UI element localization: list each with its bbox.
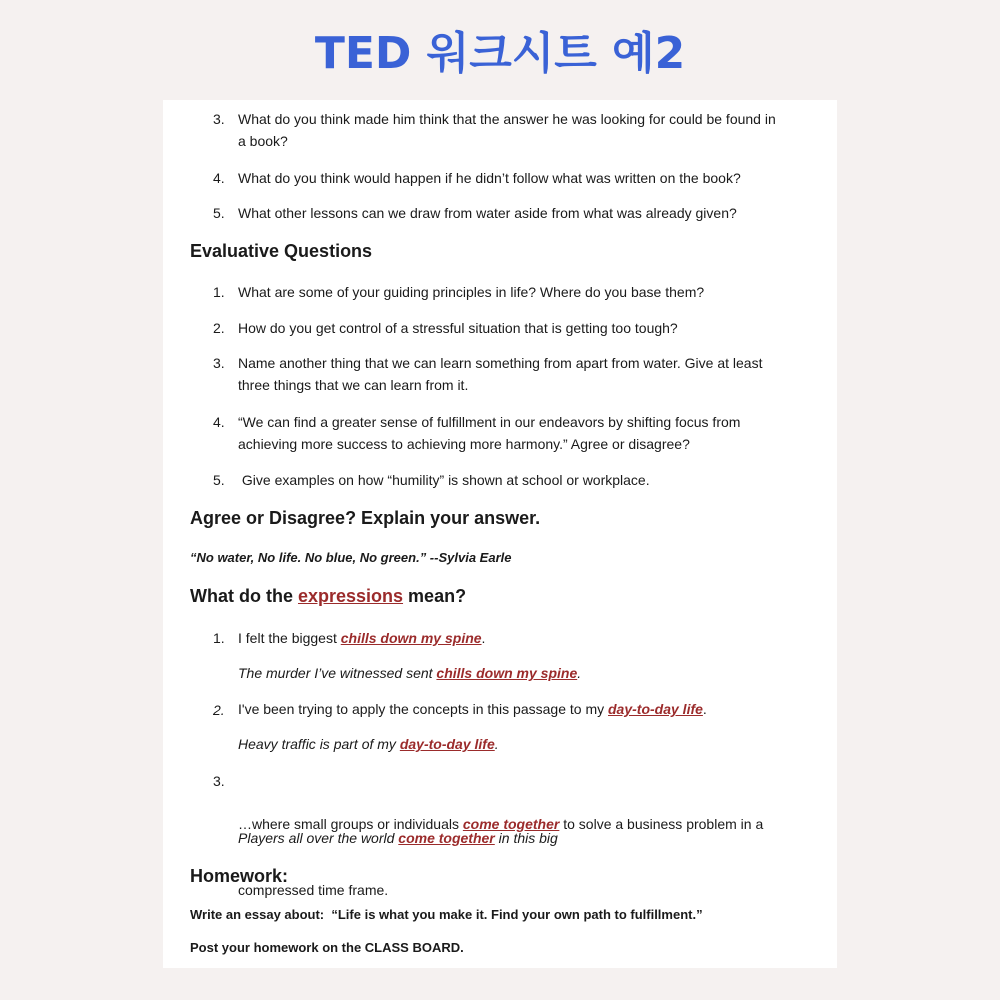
question-line: a book?: [238, 133, 288, 149]
expression-phrase: chills down my spine: [436, 665, 578, 681]
sentence-text: …where small groups or individuals: [238, 816, 463, 832]
expression-phrase: come together: [462, 816, 560, 832]
expression-phrase: day-to-day life: [608, 701, 703, 717]
question-number: 3.: [213, 111, 225, 127]
heading-text: mean?: [403, 586, 467, 606]
section-heading-expressions: [190, 586, 466, 607]
question-number: 2.: [213, 702, 225, 718]
question-number: 1.: [213, 284, 225, 300]
sentence-text: .: [481, 630, 486, 646]
question-line: “We can find a greater sense of fulfillment in our endeavors by shifting focus from: [238, 414, 741, 430]
heading-expressions-word: expressions: [297, 586, 404, 606]
expression-phrase: day-to-day life: [399, 736, 495, 752]
expression-example: [238, 827, 558, 849]
expression-phrase: come together: [398, 830, 495, 846]
sentence-text: .: [702, 701, 707, 717]
question-line: What do you think made him think that the answer he was looking for could be found in: [238, 111, 776, 127]
quote: “No water, No life. No blue, No green.” --Sylvia Earle: [190, 550, 512, 565]
question-text: [238, 352, 762, 396]
heading-text: What do the: [190, 586, 298, 606]
sentence-text: to solve a business problem in a: [559, 816, 764, 832]
sentence-text: compressed time frame.: [238, 882, 389, 898]
question-text: [238, 108, 776, 152]
expression-example: [238, 662, 581, 684]
section-heading-homework: Homework:: [190, 866, 289, 886]
example-text: .: [494, 736, 499, 752]
expression-sentence: [238, 627, 485, 649]
example-text: .: [577, 665, 582, 681]
question-text: What other lessons can we draw from water aside from what was already given?: [238, 205, 737, 221]
homework-post-instruction: Post your homework on the CLASS BOARD.: [190, 940, 464, 955]
page-title: TED 워크시트 예2: [314, 28, 686, 79]
question-text: [238, 411, 740, 455]
example-text: Heavy traffic is part of my: [238, 736, 400, 752]
homework-essay: Write an essay about: “Life is what you make it. Find your own path to fulfillment.”: [190, 907, 703, 922]
question-number: 3.: [213, 773, 225, 789]
section-heading-agree: Agree or Disagree? Explain your answer.: [190, 508, 541, 528]
question-line: three things that we can learn from it.: [238, 377, 469, 393]
example-text: Players all over the world: [238, 830, 399, 846]
expression-example: [238, 733, 499, 755]
sentence-text: I felt the biggest: [238, 630, 341, 646]
section-heading-evaluative: Evaluative Questions: [190, 241, 373, 261]
question-number: 2.: [213, 320, 225, 336]
sentence-text: I've been trying to apply the concepts in this passage to my: [238, 701, 608, 717]
question-number: 4.: [213, 414, 225, 430]
question-text: What are some of your guiding principles in life? Where do you base them?: [238, 284, 705, 300]
example-text: in this big: [494, 830, 558, 846]
question-number: 3.: [213, 355, 225, 371]
question-number: 5.: [213, 472, 225, 488]
worksheet-page: [163, 100, 837, 968]
expression-sentence: [238, 698, 707, 720]
question-text: How do you get control of a stressful situation that is getting too tough?: [238, 320, 678, 336]
question-line: Name another thing that we can learn something from apart from water. Give at least: [238, 355, 763, 371]
example-text: The murder I’ve witnessed sent: [238, 665, 437, 681]
question-number: 5.: [213, 205, 225, 221]
question-number: 1.: [213, 630, 225, 646]
question-line: achieving more success to achieving more harmony.” Agree or disagree?: [238, 436, 690, 452]
expression-phrase: chills down my spine: [340, 630, 482, 646]
question-text: Give examples on how “humility” is shown at school or workplace.: [238, 472, 650, 488]
question-text: What do you think would happen if he didn’t follow what was written on the book?: [238, 170, 741, 186]
question-number: 4.: [213, 170, 225, 186]
